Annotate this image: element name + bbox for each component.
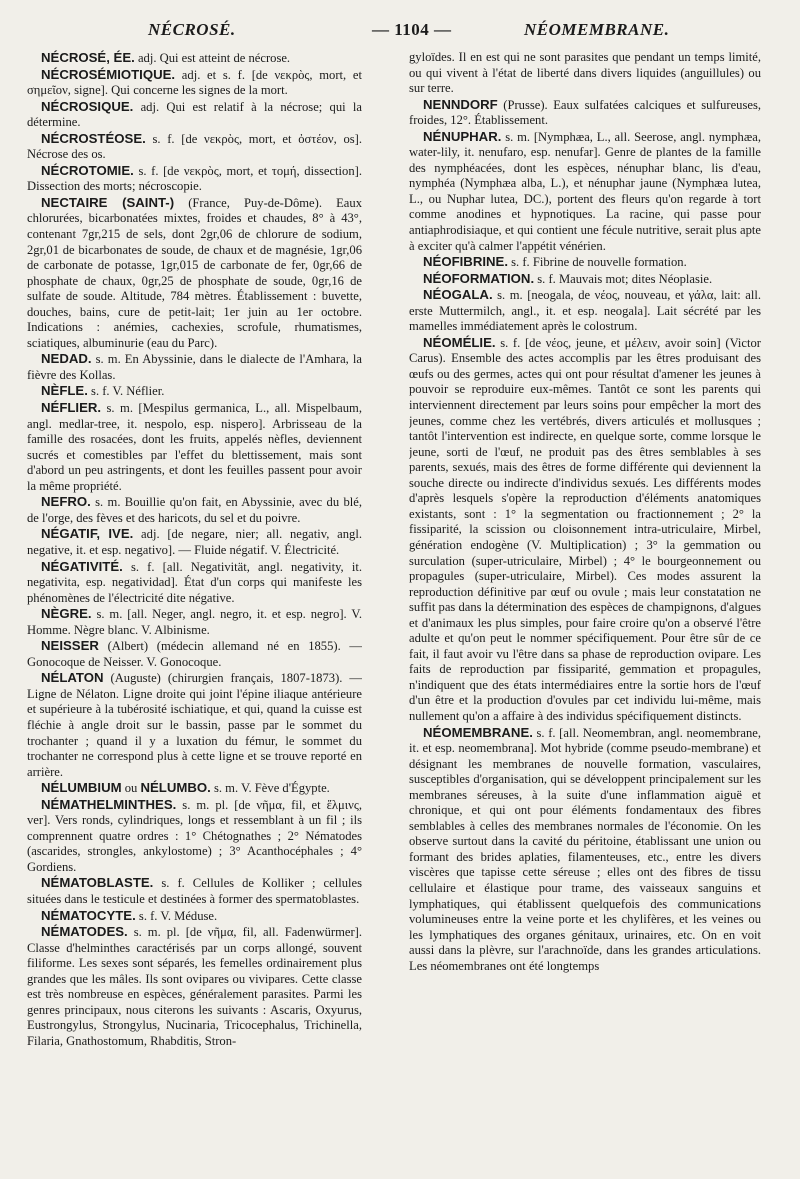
entry-headword: NÉCROSIQUE. [41,98,134,114]
entry-definition: s. m. [Nymphæa, L., all. Seerose, angl. nymphæa, water-lily, it. nenufaro, esp. nenufar]. Genre de plantes de la famille des nymphéacées, dont les espèces, nénuphar blanc, lis d'eau, nymphéa (Nymphæa alba, L.), et nénuphar jaune (Nymphæa lutea, L., ou Nuphar lutea, DC.), portent des fleurs qu'on regarde à tort comme anodines et hypnotiques. La racine, qui passe pour antiaphrodisiaque, et qui contient une fécule nutritive, serait plus apte à exciter qu'à calmer l'appétit vénérien. [409,129,761,253]
entry-definition: s. m. [neogala, de νέος, nouveau, et γάλα, lait: all. erste Muttermilch, angl., it. et esp. neogala]. Lait sécrété par les mamelles immédiatement après le colostrum. [409,288,761,334]
entry-definition: adj. et s. f. [de νεκρὸς, mort, et σημεῖον, signe]. Qui concerne les signes de la mort. [27,67,362,98]
entry-definition: s. f. [all. Neomembran, angl. neomembrane, it. et esp. neomembrana]. Mot hybride (comme pseudo-membrane) et désignant les membranes de nouvelle formation, vasculaires, susceptibles d'organisation, qui se développent principalement sur les membranes séreuses, à la suite d'une inflammation aiguë et chronique, et qui ont pour éléments fondamentaux des fibres semblables à celles des membranes normales de l'économie. On les observe surtout dans la cavité du péritoine, établissant une union ou formant des brides aplaties, filamenteuses, etc., entre les divers viscères que tapisse cette séreuse ; elles ont des fibres de tissu cellulaire et élastique pour trame, des vaisseaux sanguins et lymphatiques, qui établissent quelquefois des communications volumineuses entre la veine porte et les chylifères, et les veines ou les lymphatiques des organes génitaux, urinaires, etc. On en voit aussi dans la plèvre, sur l'arachnoïde, dans les grandes articulations. Les néomembranes ont été longtemps [409,725,761,973]
dictionary-entry [27,559,362,607]
entry-headword: NENNDORF [423,96,498,112]
entry-definition: s. f. Cellules de Kolliker ; cellules situées dans le testicule et destinées à former des spermatoblastes. [27,876,362,906]
entry-headword: NÉCROTOMIE. [41,162,134,178]
dictionary-entry [27,780,362,797]
entry-headword: NÉOFORMATION. [423,270,535,286]
dictionary-entry [409,254,761,271]
entry-definition: s. m. V. Fève d'Égypte. [210,781,330,796]
entry-headword: NÉOGALA. [423,287,493,303]
entry-headword: NÉCROSTÉOSE. [41,130,146,146]
entry-definition: (France, Puy-de-Dôme). Eaux chlorurées, bicarbonatées mixtes, froides et chaudes, 8° à 43°, contenant 7gr,215 de sels, dont 2gr,06 de chlorure de sodium, 2gr,01 de bicarbonates de soude, de chaux et de magnésie, 1gr,06 de carbonate de potasse, 1gr,015 de carbonate de fer, 0gr,66 de phosphate de chaux, 0gr,25 de phosphate de soude, 0gr,16 de sulfate de soude. Altitude, 784 mètres. Établissement : buvette, douches, bains, cure de petit-lait; 1er juin au 1er octobre. Indications : anémies, cachexies, scrofule, rhumatismes, sciatiques, albuminurie (eau du Parc). [27,195,362,350]
entry-definition: s. f. Fibrine de nouvelle formation. [508,255,687,270]
dictionary-entry [27,908,362,925]
entry-definition: s. m. pl. [de νῆμα, fil, et ἕλμινς, ver]. Vers ronds, cylindriques, longs et ressemblant à un fil ; ils comprennent quatre ordres : 1° Chétognathes ; 2° Nématodes (ascarides, strongles, ankylostome) ; 3° Acanthocéphales ; 4° Gordiens. [27,797,362,874]
entry-headword: NECTAIRE (SAINT-) [41,194,175,210]
dictionary-entry [27,670,362,780]
dictionary-entry [27,797,362,876]
entry-definition: (Albert) (médecin allemand né en 1855). — Gonocoque de Neisser. V. Gonocoque. [27,639,362,669]
dictionary-entry [27,195,362,351]
entry-definition: s. m. [all. Neger, angl. negro, it. et esp. negro]. V. Homme. Nègre blanc. V. Albinisme. [27,607,362,637]
entry-headword: NEISSER [41,638,99,654]
entry-definition: s. f. [de νεκρὸς, mort, et ὀστέον, os]. Nécrose des os. [27,131,362,162]
entry-headword: NÉOMEMBRANE. [423,724,533,740]
entry-definition: adj. Qui est relatif à la nécrose; qui la détermine. [27,99,362,130]
dictionary-entry [27,383,362,400]
entry-headword: NÉMATOCYTE. [41,907,136,923]
entry-definition: adj. [de negare, nier; all. negativ, angl. negative, it. et esp. negativo]. — Fluide négatif. V. Électricité. [27,527,362,557]
entry-headword: NÉMATOBLASTE. [41,875,154,891]
dictionary-entry [27,400,362,494]
dictionary-entry [409,271,761,288]
entry-definition: ou [121,781,141,796]
dictionary-entry [409,287,761,335]
entry-headword: NÉOFIBRINE. [423,254,508,270]
entry-headword: NÉGATIVITÉ. [41,558,123,574]
entry-headword: NÉCROSÉ, ÉE. [41,50,135,65]
entry-definition: s. f. V. Méduse. [135,908,218,923]
dictionary-entry [27,67,362,99]
dictionary-entry [27,526,362,558]
entry-definition: adj. Qui est atteint de nécrose. [134,51,291,65]
entry-headword: NÈFLE. [41,383,88,399]
dictionary-entry [27,494,362,526]
entry-headword: NÉLUMBIUM [41,780,122,796]
header-left-word: NÉCROSÉ. [148,20,236,39]
dictionary-entry [27,606,362,638]
dictionary-entry [27,131,362,163]
left-column [27,50,362,1170]
dictionary-entry [27,875,362,907]
entry-definition: (Auguste) (chirurgien français, 1807-1873). — Ligne de Nélaton. Ligne droite qui joint l'épine iliaque antérieure et supérieure à la tubérosité ischiatique, et qui, quand la cuisse est fléchie à angle droit sur le bassin, passe par le sommet du trochanter ; quand il y a luxation du fémur, le sommet du trochanter ne correspond plus à cette ligne et se trouve reporté en arrière. [27,671,362,779]
entry-definition: s. m. [Mespilus germanica, L., all. Mispelbaum, angl. medlar-tree, it. nespolo, esp. nispero]. Arbrisseau de la famille des rosacées, dont les fruits, appelés nèfles, deviennent sucrés et comestibles par l'effet du blettissement, mais sont d'abord un peu astringents, et dont les feuilles passent pour avoir la même propriété. [27,401,362,493]
entry-headword: NÉCROSÉMIOTIQUE. [41,66,176,82]
page-number: — 1104 — [372,20,452,39]
entry-definition: s. f. [all. Negativität, angl. negativity, it. negativita, esp. negatividad]. État d'un corps qui manifeste les phénomènes de l'électricité dite négative. [27,559,362,605]
dictionary-entry [27,50,362,67]
right-column [409,50,761,1170]
entry-definition: s. f. [de νέος, jeune, et μέλειν, avoir soin] (Victor Carus). Ensemble des actes accomplis par les êtres produisant des œufs ou des germes, actes qui ont pour résultat d'amener les jeunes à pouvoir se reproduire eux-mêmes. Tantôt ce sont les parents qui interviennent directement par leurs soins pour empêcher la mort des jeunes, comme chez les vertébrés, divers articulés et mollusques ; tantôt l'intervention est indirecte, en quelque sorte, comme lorsque le jeune, sorti de l'œuf, ne produit pas des êtres semblables à ses parents, sexués, mais des êtres de forme différente qui deviennent la souche directe ou indirecte d'individus sexués. Les différents modes d'après lesquels s'opère la reproduction d'éléments anatomiques existants, sont : 1° la segmentation ou fractionnement ; 2° la fissiparité, la scission ou cloisonnement intra-utriculaire, Mirbel, génération endogène (V. Multiplication) ; 3° la gemmation ou surculation (super-utriculaire, Mirbel) ; 4° le bourgeonnement ou propagules (super-utriculaire, Mirbel). Ces modes assurent la reproduction définitive par œuf ou ovule ; mais leur constatation ne suffit pas dans la détermination des espèces de champignons, d'algues et d'animaux les plus simples, pour faire croire qu'on a observé l'être adulte et qu'on peut le nommer spécifiquement. Pour être sûr de ce fait, il faut avoir vu l'être dans sa phase de reproduction ovipare. Les faits de reproduction par fissiparité, gemmation et propagules, n'indiquent que des états intermédiaires entre la sortie hors de l'œuf d'un être et la production d'ovules par cet individu lui-même, mais nullement qu'on a affaire à des individus spécifiquement distincts. [409,335,761,723]
entry-headword: NÉLATON [41,670,104,686]
entry-headword: NÉLUMBO. [140,780,211,796]
dictionary-entry [409,725,761,975]
entry-definition: s. f. Mauvais mot; dites Néoplasie. [534,271,713,286]
header-right-word: NÉOMEMBRANE. [524,20,670,39]
entry-definition: (Prusse). Eaux sulfatées calciques et sulfureuses, froides, 12°. Établissement. [409,97,761,128]
entry-definition: s. m. En Abyssinie, dans le dialecte de l'Amhara, la fièvre des Kollas. [27,352,362,382]
entry-definition: s. m. pl. [de νῆμα, fil, all. Fadenwürmer]. Classe d'helminthes caractérisés par un corps allongé, souvent filiforme. Les sexes sont séparés, les femelles ordinairement plus grandes que les mâles. Ils sont ovipares ou vivipares. Cette classe est très nombreuse en espèces, généralement parasites. Parmi les genres principaux, nous citerons les suivants : Ascaris, Oxyurus, Eustrongylus, Strongylus, Nucinaria, Tricocephalus, Trichinella, Filaria, Gnathostomum, Rhabditis, Stron- [27,925,362,1048]
dictionary-entry [409,97,761,129]
dictionary-entry [27,924,362,1049]
entry-headword: NÉGATIF, IVE. [41,526,134,542]
dictionary-entry [27,163,362,195]
dictionary-entry [27,99,362,131]
dictionary-entry [27,351,362,383]
entry-headword: NÉFLIER. [41,400,102,416]
entry-definition: s. f. [de νεκρὸς, mort, et τομή, dissection]. Dissection des morts; nécroscopie. [27,163,362,194]
continuation-text: gyloïdes. Il en est qui ne sont parasites que pendant un temps limité, ou qui vivent à l'état de liberté dans divers liquides (anguillules) ou sur terre. [409,50,761,96]
dictionary-entry [409,335,761,725]
entry-headword: NÉMATODES. [41,924,128,940]
entry-headword: NÉMATHELMINTHES. [41,796,177,812]
entry-headword: NEFRO. [41,494,91,510]
entry-headword: NEDAD. [41,351,92,367]
dictionary-entry [409,129,761,254]
entry-definition: s. f. V. Néflier. [87,384,165,399]
entry-definition: s. m. Bouillie qu'on fait, en Abyssinie, avec du blé, de l'orge, des fèves et des haricots, du sel et du poivre. [27,495,362,525]
entry-headword: NÉOMÉLIE. [423,334,496,350]
dictionary-entry [27,638,362,670]
entry-headword: NÉNUPHAR. [423,128,502,144]
entry-headword: NÈGRE. [41,606,92,622]
running-header [0,20,800,46]
